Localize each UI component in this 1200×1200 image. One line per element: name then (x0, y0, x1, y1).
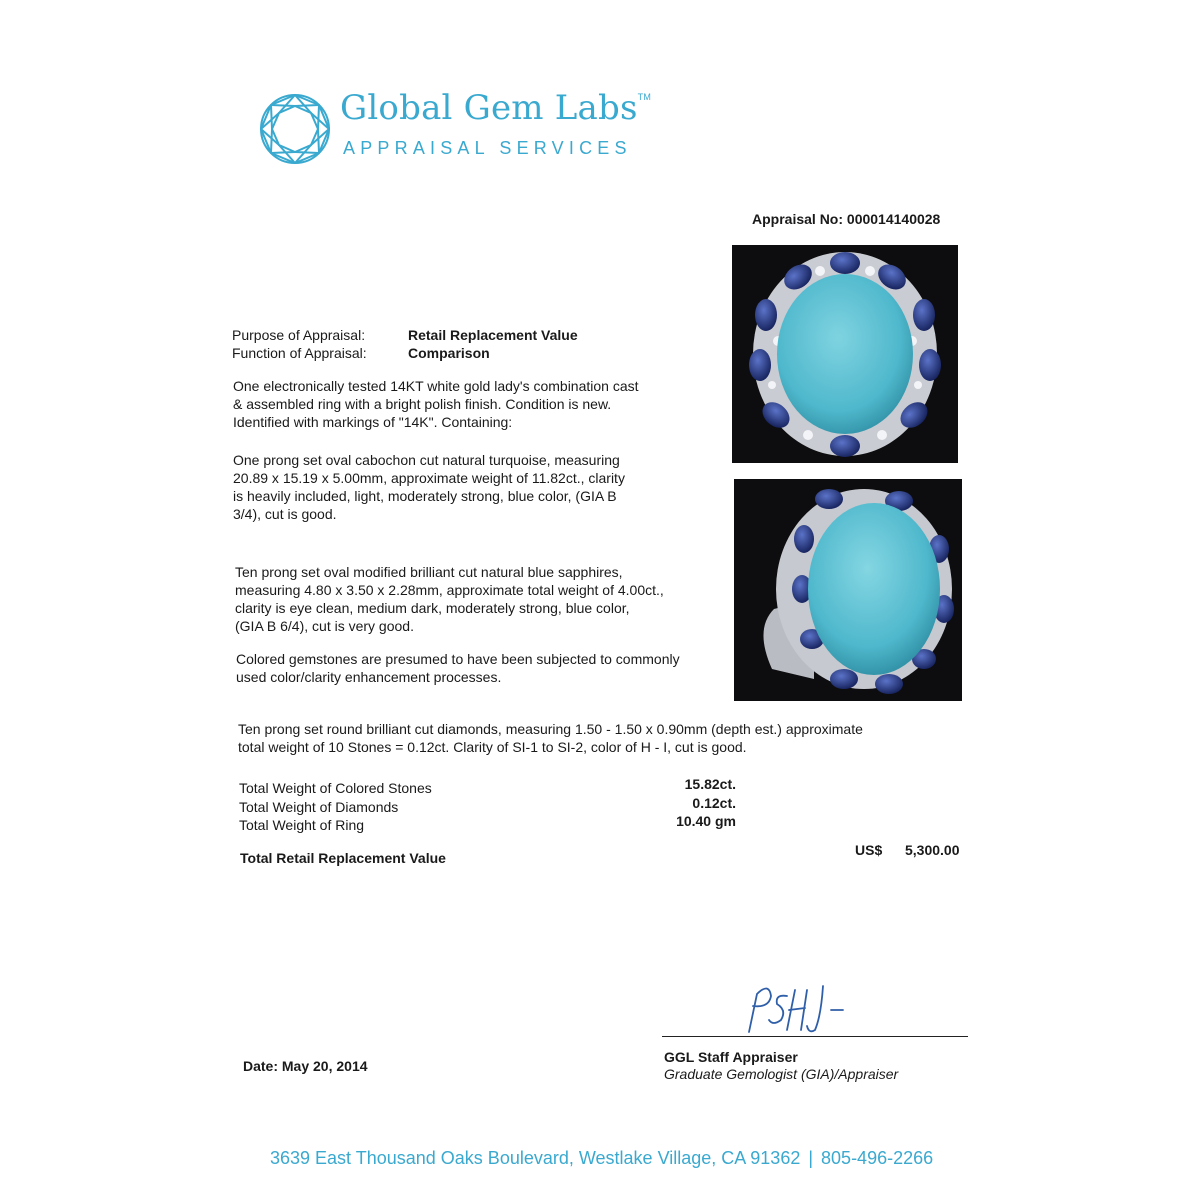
total-diamonds-value: 0.12ct. (692, 794, 736, 811)
function-row (232, 345, 490, 361)
ring-photo-top-view (732, 245, 958, 463)
function-label: Function of Appraisal: (232, 345, 367, 361)
total-colored-stones-label: Total Weight of Colored Stones (239, 780, 432, 796)
sapphires-line: measuring 4.80 x 3.50 x 2.28mm, approximate total weight of 4.00ct., (235, 582, 664, 598)
ring-description-line: & assembled ring with a bright polish finish. Condition is new. (233, 396, 612, 412)
ring-description-line: One electronically tested 14KT white gold lady's combination cast (233, 378, 639, 394)
diamonds-description (238, 720, 863, 756)
brand-name: Global Gem Labs™ (340, 88, 652, 128)
purpose-row (232, 327, 578, 343)
enhancement-notice (236, 650, 680, 686)
appraisal-date: Date: May 20, 2014 (243, 1058, 368, 1074)
appraiser-subtitle: Graduate Gemologist (GIA)/Appraiser (664, 1066, 899, 1082)
appraisal-number: Appraisal No: 000014140028 (752, 211, 941, 227)
appraiser-signature (735, 976, 855, 1038)
brand-subtitle: APPRAISAL SERVICES (343, 138, 632, 158)
signature-line (662, 1036, 968, 1037)
ring-description-line: Identified with markings of "14K". Containing: (233, 414, 513, 430)
enhancement-line: Colored gemstones are presumed to have been subjected to commonly (236, 651, 680, 667)
turquoise-line: One prong set oval cabochon cut natural turquoise, measuring (233, 452, 620, 468)
footer-address: 3639 East Thousand Oaks Boulevard, Westlake Village, CA 91362 (270, 1148, 801, 1168)
ring-photo-side-view (734, 479, 962, 701)
turquoise-line: is heavily included, light, moderately strong, blue color, (GIA B (233, 488, 617, 504)
total-ring-weight-value: 10.40 gm (676, 813, 736, 829)
footer-contact (270, 1148, 933, 1169)
turquoise-line: 20.89 x 15.19 x 5.00mm, approximate weight of 11.82ct., clarity (233, 470, 625, 486)
footer-separator: | (808, 1148, 814, 1168)
ring-description (233, 377, 639, 431)
diamonds-line: Ten prong set round brilliant cut diamonds, measuring 1.50 - 1.50 x 0.90mm (depth est.) approximate (238, 721, 863, 737)
sapphires-description (235, 563, 664, 635)
total-ring-weight-label: Total Weight of Ring (239, 817, 365, 833)
sapphires-line: Ten prong set oval modified brilliant cut natural blue sapphires, (235, 564, 623, 580)
total-retail-value: 5,300.00 (905, 842, 960, 858)
purpose-value: Retail Replacement Value (408, 327, 578, 343)
sapphires-line: clarity is eye clean, medium dark, moderately strong, blue color, (235, 600, 630, 616)
turquoise-line: 3/4), cut is good. (233, 506, 337, 522)
totals-labels (239, 779, 432, 835)
gem-logo-icon (258, 92, 332, 166)
totals-values (640, 775, 736, 831)
sapphires-line: (GIA B 6/4), cut is very good. (235, 618, 414, 634)
function-value: Comparison (408, 345, 490, 361)
currency-label: US$ (855, 842, 883, 858)
trademark: TM (637, 92, 652, 102)
total-diamonds-label: Total Weight of Diamonds (239, 798, 399, 815)
enhancement-line: used color/clarity enhancement processes. (236, 669, 502, 685)
diamonds-line: total weight of 10 Stones = 0.12ct. Clarity of SI-1 to SI-2, color of H - I, cut is good. (238, 739, 747, 755)
purpose-label: Purpose of Appraisal: (232, 327, 366, 343)
turquoise-description (233, 451, 625, 523)
appraiser-title: GGL Staff Appraiser (664, 1049, 798, 1065)
footer-phone: 805-496-2266 (821, 1148, 934, 1168)
total-retail-label: Total Retail Replacement Value (240, 850, 446, 866)
total-colored-stones-value: 15.82ct. (684, 776, 736, 792)
